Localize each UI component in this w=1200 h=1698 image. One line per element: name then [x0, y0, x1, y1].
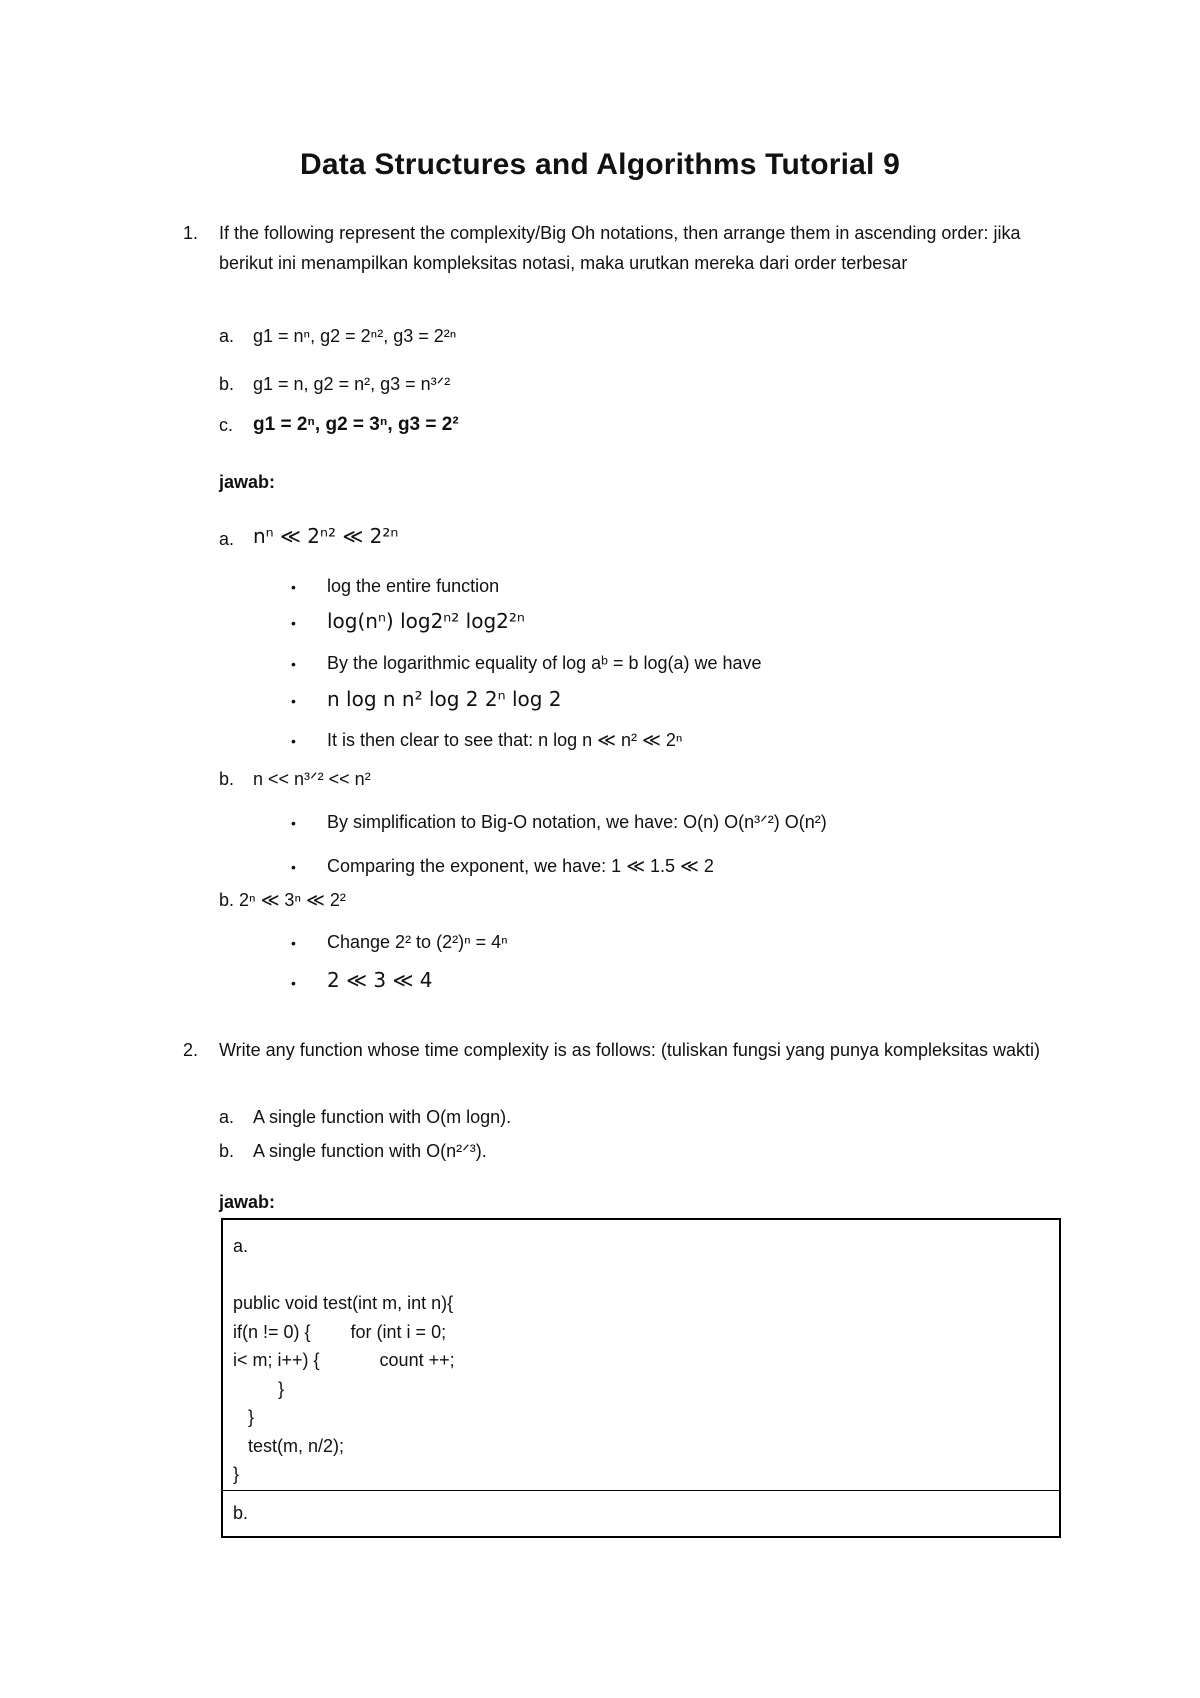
q2-b-text: A single function with O(n²ᐟ³).: [253, 1141, 487, 1161]
bullet-icon: •: [291, 935, 296, 951]
bullet-icon: •: [291, 859, 296, 875]
bullet-icon: •: [291, 579, 296, 595]
question-2-number: 2.: [183, 1040, 199, 1060]
answer-a-bullet-1: log the entire function: [327, 576, 500, 596]
question-1-text: If the following represent the complexity/Big Oh notations, then arrange them in ascending order: jika berikut ini menampilkan kompleksitas notasi, maka urutkan mereka dari order terbesar: [219, 223, 1021, 273]
code-block: a. public void test(int m, int n){ if(n != 0) { for (int i = 0; i< m; i++) { count ++; } } test(m, n/2); }: [233, 1236, 455, 1484]
bullet-icon: •: [291, 693, 296, 709]
question-2-text: Write any function whose time complexity is as follows: (tuliskan fungsi yang punya kompleksitas wakti): [219, 1040, 1041, 1060]
answer-a-bullet-2: log(nⁿ) log2ⁿ² log2²ⁿ: [327, 609, 525, 633]
q1-c-text: g1 = 2ⁿ, g2 = 3ⁿ, g3 = 2²: [253, 414, 459, 435]
answer-a-bullet-3: By the logarithmic equality of log aᵇ = b log(a) we have: [327, 653, 762, 673]
bullet-icon: •: [291, 733, 296, 749]
page-title: Data Structures and Algorithms Tutorial 9: [300, 148, 900, 181]
answer-b-label: b.: [219, 769, 235, 789]
q2-a-label: a.: [219, 1107, 235, 1127]
table-divider: [223, 1490, 1059, 1491]
answer-c-bullet-2: 2 ≪ 3 ≪ 4: [327, 968, 433, 992]
answer-b-bullet-2: Comparing the exponent, we have: 1 ≪ 1.5 ≪ 2: [327, 856, 714, 876]
q1-jawab-label: jawab:: [219, 472, 276, 492]
answer-c-bullet-1: Change 2² to (2²)ⁿ = 4ⁿ: [327, 932, 508, 952]
bullet-icon: •: [291, 975, 296, 991]
answer-code-box: [221, 1218, 1061, 1538]
bullet-icon: •: [291, 615, 296, 631]
q2-b-label: b.: [219, 1141, 235, 1161]
q1-b-text: g1 = n, g2 = n², g3 = n³ᐟ²: [253, 374, 451, 394]
answer-a-expression: nⁿ ≪ 2ⁿ² ≪ 2²ⁿ: [253, 524, 399, 548]
q2-jawab-label: jawab:: [219, 1192, 276, 1212]
answer-a-bullet-5: It is then clear to see that: n log n ≪ n² ≪ 2ⁿ: [327, 730, 683, 750]
q1-a-label: a.: [219, 326, 235, 346]
q1-c-label: c.: [219, 415, 234, 435]
q1-b-label: b.: [219, 374, 235, 394]
answer-a-label: a.: [219, 529, 235, 549]
answer-a-bullet-4: n log n n² log 2 2ⁿ log 2: [327, 687, 562, 711]
answer-c-expression: b. 2ⁿ ≪ 3ⁿ ≪ 2²: [219, 890, 346, 910]
question-1-number: 1.: [183, 223, 199, 243]
q1-a-text: g1 = nⁿ, g2 = 2ⁿ², g3 = 2²ⁿ: [253, 326, 457, 346]
answer-b-cell: b.: [233, 1503, 249, 1523]
bullet-icon: •: [291, 815, 296, 831]
answer-b-bullet-1: By simplification to Big-O notation, we have: O(n) O(n³ᐟ²) O(n²): [327, 812, 827, 832]
bullet-icon: •: [291, 656, 296, 672]
q2-a-text: A single function with O(m logn).: [253, 1107, 512, 1127]
answer-b-expression: n << n³ᐟ² << n²: [253, 769, 371, 789]
